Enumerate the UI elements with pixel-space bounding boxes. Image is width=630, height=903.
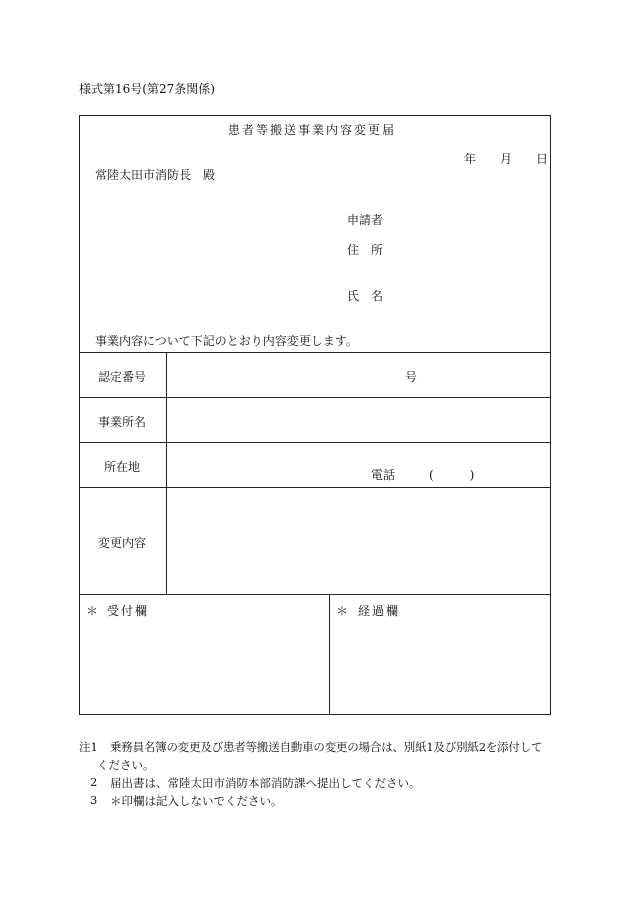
note-3: ＊印欄は記入しないでください。 (110, 794, 283, 808)
address-label: 住 所 (347, 243, 384, 257)
note-1-number: 注1 (79, 740, 98, 754)
note-1-line-2: ください。 (97, 758, 155, 772)
row-divider (79, 442, 551, 443)
reception-divider (329, 594, 330, 715)
date-year-label: 年 (464, 152, 477, 166)
change-label: 変更内容 (98, 536, 147, 550)
form-title: 患者等搬送事業内容変更届 (228, 123, 397, 137)
name-label: 氏 名 (347, 289, 384, 303)
office-name-label: 事業所名 (98, 415, 147, 429)
form-number: 様式第16号(第27条関係) (79, 82, 215, 96)
cert-number-label: 認定番号 (98, 370, 147, 384)
reception-mark: ＊ (86, 604, 99, 618)
note-1-line-1: 乗務員名簿の変更及び患者等搬送自動車の変更の場合は、別紙1及び別紙2を添付して (110, 740, 543, 754)
row-divider (79, 352, 551, 353)
applicant-label: 申請者 (347, 213, 384, 227)
statement: 事業内容について下記のとおり内容変更します。 (95, 334, 358, 348)
location-label: 所在地 (104, 460, 141, 474)
cert-number-suffix: 号 (405, 370, 418, 384)
form-box (79, 115, 551, 715)
phone-paren: ( ) (429, 468, 475, 482)
note-2: 届出書は、常陸太田市消防本部消防課へ提出してください。 (110, 776, 421, 790)
phone-label: 電話 (371, 468, 396, 482)
label-column-divider (166, 352, 167, 594)
row-divider (79, 397, 551, 398)
note-2-number: 2 (90, 775, 98, 789)
note-3-number: 3 (90, 793, 98, 807)
reception-label: 受付欄 (107, 604, 150, 618)
progress-mark: ＊ (336, 604, 349, 618)
addressee: 常陸太田市消防長 殿 (95, 168, 216, 182)
row-divider (79, 594, 551, 595)
date-day-label: 日 (536, 152, 549, 166)
row-divider (79, 487, 551, 488)
progress-label: 経過欄 (358, 604, 401, 618)
date-month-label: 月 (500, 152, 513, 166)
